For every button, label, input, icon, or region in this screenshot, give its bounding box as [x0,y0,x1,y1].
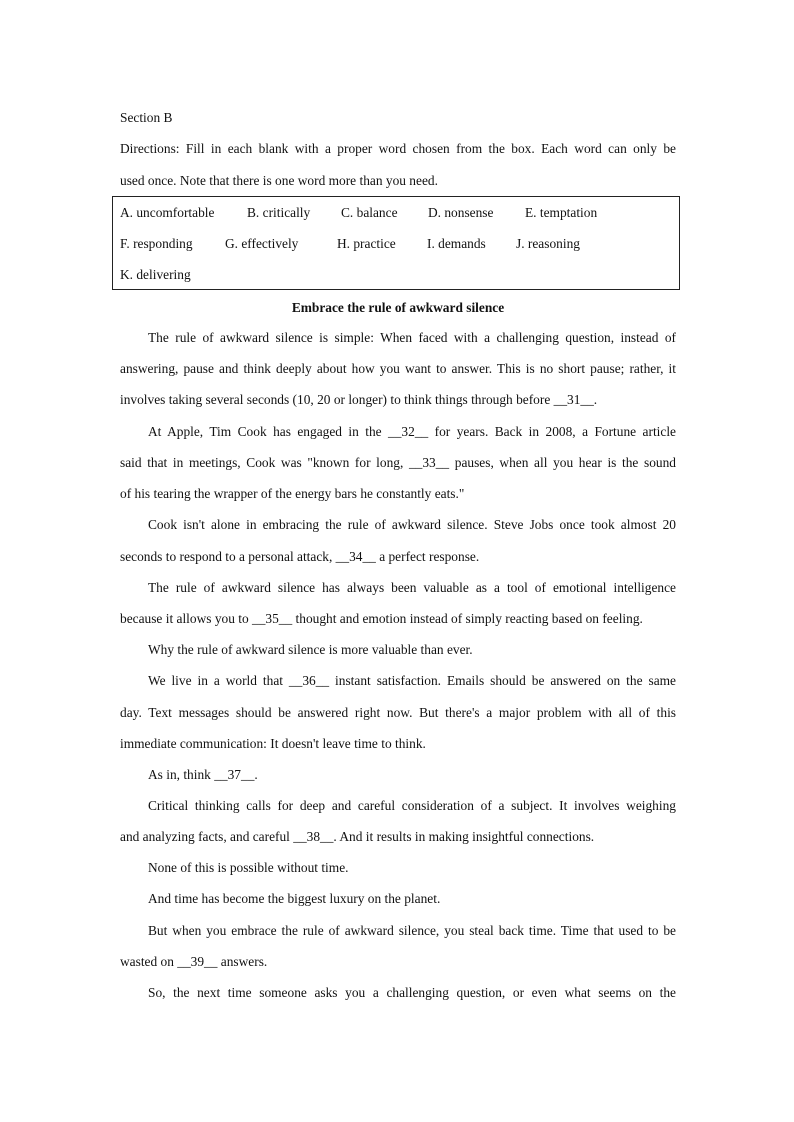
passage-line: The rule of awkward silence is simple: When faced with a challenging question, instead of [148,330,676,345]
passage-title: Embrace the rule of awkward silence [291,300,505,315]
passage-line: None of this is possible without time. [148,860,349,875]
option-c: C. balance [341,205,398,220]
passage-line: seconds to respond to a personal attack, __34__ a perfect response. [120,549,480,564]
passage-line: Critical thinking calls for deep and careful consideration of a subject. It involves weighing [148,798,676,813]
passage-line: Why the rule of awkward silence is more valuable than ever. [148,642,473,657]
passage-line: involves taking several seconds (10, 20 or longer) to think things through before __31__. [120,392,598,407]
option-k: K. delivering [120,267,191,282]
option-g: G. effectively [225,236,299,251]
passage-line: day. Text messages should be answered right now. But there's a major problem with all of this [120,705,676,720]
passage-line: wasted on __39__ answers. [120,954,268,969]
option-e: E. temptation [525,205,598,220]
option-j: J. reasoning [516,236,580,251]
passage-line: and analyzing facts, and careful __38__. And it results in making insightful connections. [120,829,595,844]
passage-line: At Apple, Tim Cook has engaged in the __32__ for years. Back in 2008, a Fortune article [148,424,676,439]
option-b: B. critically [247,205,311,220]
passage-line: immediate communication: It doesn't leave time to think. [120,736,426,751]
option-a: A. uncomfortable [120,205,215,220]
directions-line-2: used once. Note that there is one word more than you need. [120,173,438,188]
passage-line: Cook isn't alone in embracing the rule of awkward silence. Steve Jobs once took almost 20 [148,517,676,532]
option-i: I. demands [427,236,486,251]
option-d: D. nonsense [428,205,494,220]
option-f: F. responding [120,236,193,251]
passage-line: said that in meetings, Cook was "known for long, __33__ pauses, when all you hear is the sound [120,455,676,470]
passage-line: We live in a world that __36__ instant satisfaction. Emails should be answered on the same [148,673,676,688]
passage-line: because it allows you to __35__ thought and emotion instead of simply reacting based on feeling. [120,611,643,626]
option-h: H. practice [337,236,396,251]
word-box [112,196,680,290]
passage-line: The rule of awkward silence has always been valuable as a tool of emotional intelligence [148,580,676,595]
passage-line: As in, think __37__. [148,767,258,782]
section-heading: Section B [120,110,173,125]
passage-line: answering, pause and think deeply about how you want to answer. This is no short pause; rather, it [120,361,676,376]
passage-line: So, the next time someone asks you a challenging question, or even what seems on the [148,985,676,1000]
passage-line: And time has become the biggest luxury on the planet. [148,891,441,906]
passage-line: of his tearing the wrapper of the energy bars he constantly eats." [120,486,465,501]
directions-line-1: Directions: Fill in each blank with a proper word chosen from the box. Each word can only be [120,141,676,156]
passage-line: But when you embrace the rule of awkward silence, you steal back time. Time that used to be [148,923,676,938]
